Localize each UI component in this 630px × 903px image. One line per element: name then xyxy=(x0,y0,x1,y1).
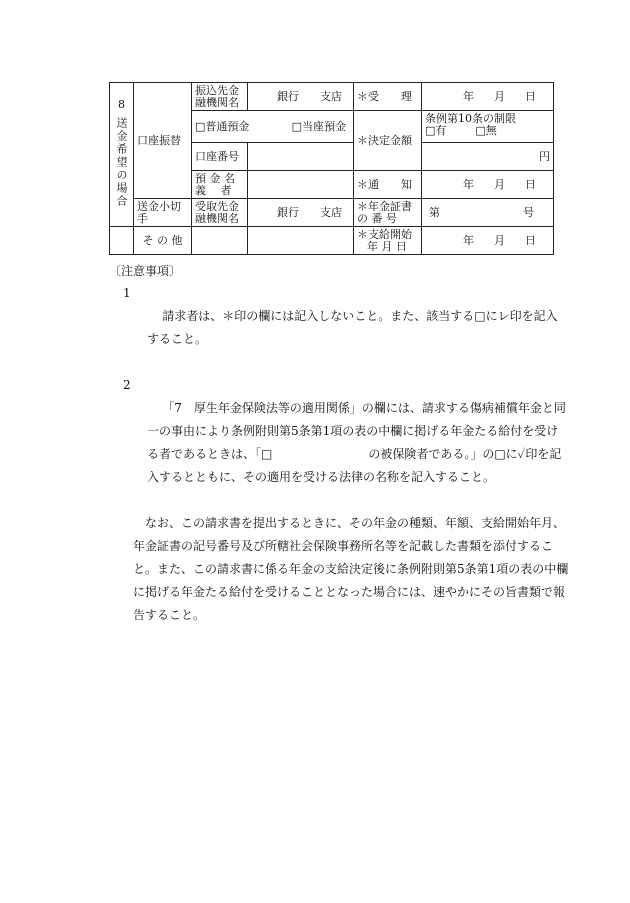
sonota-field-1[interactable] xyxy=(192,227,248,255)
section-8-header xyxy=(110,83,134,227)
kogitte-label: 送金小切 手 xyxy=(134,199,192,227)
juri-date-field[interactable]: 年 月 日 xyxy=(422,83,554,111)
furikomi-bank-field[interactable]: 銀行 支店 xyxy=(248,83,354,111)
futsu-checkbox[interactable]: □普通預金 xyxy=(195,120,250,133)
furikae-label: 口座振替 xyxy=(134,83,192,199)
furikomi-bank-label: 振込先金 融機関名 xyxy=(192,83,248,111)
shikyu-date-field[interactable]: 年 月 日 xyxy=(422,227,554,255)
juri-label: ＊受 理 xyxy=(354,83,422,111)
shikyu-label: ＊支給開始 年 月 日 xyxy=(354,227,422,255)
kettei-label: ＊決定金額 xyxy=(354,111,422,171)
jorei-field[interactable]: 条例第10条の制限 □有 □無 xyxy=(422,111,554,143)
tsuchi-date-field[interactable]: 年 月 日 xyxy=(422,171,554,199)
notes-heading: 〔注意事項〕 xyxy=(109,264,182,278)
notes-section xyxy=(109,262,569,627)
u-checkbox[interactable]: □有 xyxy=(425,124,447,137)
touza-checkbox[interactable]: □当座預金 xyxy=(291,120,346,133)
note-item-2: 2 「7 厚生年金保険法等の適用関係」の欄には、請求する傷病補償年金と同一の事由により条例附則第5条第1項の表の中欄に掲げる年金たる給付を受ける者であるときは、「□ の被保険者である。」の□に✓印を記入するとともに、その適用を受ける法律の名称を記入すること。 xyxy=(123,378,566,484)
tsuchi-label: ＊通 知 xyxy=(354,171,422,199)
uketori-bank-label: 受取先金 融機関名 xyxy=(192,199,248,227)
mu-checkbox[interactable]: □無 xyxy=(475,124,497,137)
uketori-bank-field[interactable]: 銀行 支店 xyxy=(248,199,354,227)
nenkin-number-field[interactable]: 第 号 xyxy=(422,199,554,227)
remittance-form-table xyxy=(109,82,554,255)
yen-unit: 円 xyxy=(539,150,550,163)
nenkin-number-label: ＊年金証書 の 番 号 xyxy=(354,199,422,227)
section-number: 8 xyxy=(118,98,125,111)
account-number-label: 口座番号 xyxy=(192,143,248,171)
amount-field[interactable] xyxy=(422,143,554,171)
sonota-field-2[interactable] xyxy=(248,227,354,255)
account-holder-field[interactable] xyxy=(248,171,354,199)
account-type-field[interactable] xyxy=(192,111,354,143)
note-paragraph: なお、この請求書を提出するときに、その年金の種類、年額、支給開始年月、年金証書の記号番号及び所轄社会保険事務所名等を記載した書類を添付すること。また、この請求書に係る年金の支給決定後に条例附則第5条第1項の表の中欄に掲げる年金たる給付を受けることとなった場合には、速やかにその旨書類で報告すること。 xyxy=(133,516,569,622)
blank-cell xyxy=(110,227,134,255)
note-item-1: 1 請求者は、＊印の欄には記入しないこと。また、該当する□にレ印を記入すること。 xyxy=(123,286,558,346)
sonota-label: そ の 他 xyxy=(134,227,192,255)
account-holder-label: 預 金 名 義 者 xyxy=(192,171,248,199)
section-label: 送金希望の場合 xyxy=(115,117,128,208)
